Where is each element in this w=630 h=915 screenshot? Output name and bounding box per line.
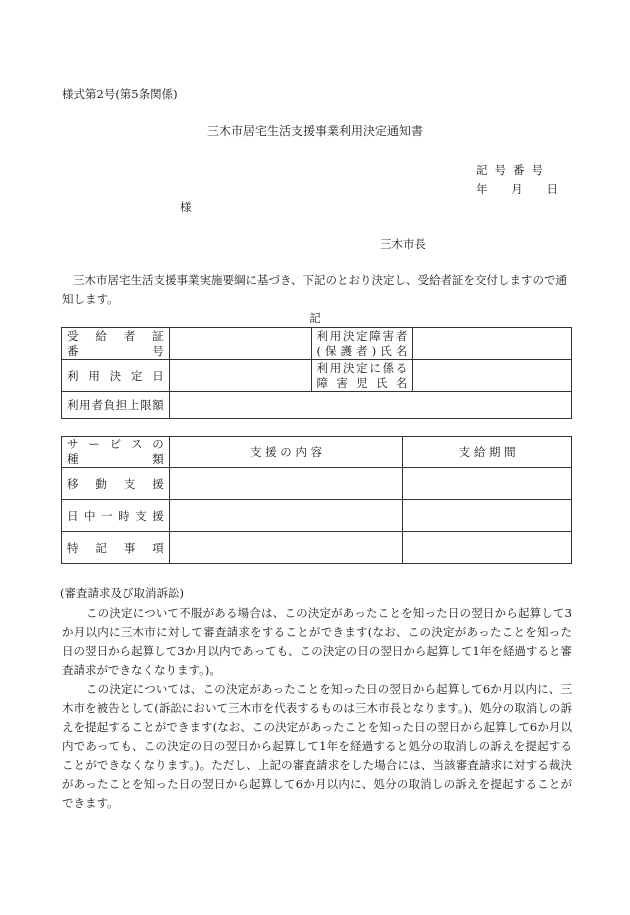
support-content-field[interactable] — [169, 500, 403, 532]
table-row — [62, 328, 572, 360]
period-header: 支 給 期 間 — [403, 437, 572, 468]
form-number: 様式第2号(第5条関係) — [62, 87, 178, 101]
child-name-label — [311, 360, 413, 392]
recipient-id-label-line2: 番号 — [67, 343, 164, 358]
recipient-id-field[interactable] — [169, 328, 311, 360]
decision-info-table — [61, 327, 572, 419]
period-field[interactable] — [403, 532, 572, 564]
decision-date-field[interactable] — [169, 360, 311, 392]
service-row-label-text: 日中一時支援 — [67, 508, 164, 523]
service-row-label — [62, 468, 170, 500]
table-row — [62, 532, 572, 564]
addressee-suffix: 様 — [180, 200, 192, 214]
burden-limit-label-text: 利用者負担上限額 — [67, 397, 164, 412]
burden-limit-label — [62, 392, 170, 419]
period-field[interactable] — [403, 468, 572, 500]
table-header-row — [62, 437, 572, 468]
period-field[interactable] — [403, 500, 572, 532]
disabled-person-label — [311, 328, 413, 360]
service-row-label — [62, 500, 170, 532]
document-title: 三木市居宅生活支援事業利用決定通知書 — [206, 124, 423, 138]
service-table — [61, 436, 572, 564]
table-row — [62, 468, 572, 500]
service-row-label-text: 特記事項 — [67, 540, 164, 555]
decision-date-label-text: 利用決定日 — [67, 368, 164, 383]
table-row — [62, 500, 572, 532]
service-row-label — [62, 532, 170, 564]
recipient-id-label — [62, 328, 170, 360]
table-row — [62, 360, 572, 392]
appeal-paragraph-1: この決定について不服がある場合は、この決定があったことを知った日の翌日から起算して3か月以内に三木市に対して審査請求をすることができます(なお、この決定があったことを知った日の翌日から起算して3か月以内であっても、この決定の日の翌日から起算して1年を経過すると審査請求ができなくなります。)。 — [62, 606, 572, 677]
support-content-field[interactable] — [169, 468, 403, 500]
support-content-header: 支 援 の 内 容 — [169, 437, 403, 468]
issuer-name: 三木市長 — [380, 237, 426, 251]
recipient-id-label-line1: 受給者証 — [67, 328, 164, 343]
appeal-section-title: (審査請求及び取消訴訟) — [60, 586, 184, 600]
ki-heading: 記 — [309, 311, 321, 325]
child-name-field[interactable] — [413, 360, 572, 392]
service-row-label-text: 移動支援 — [67, 476, 164, 491]
support-content-field[interactable] — [169, 532, 403, 564]
disabled-person-label-line2: (保護者)氏名 — [316, 343, 408, 358]
burden-limit-field[interactable] — [169, 392, 571, 419]
child-name-label-line2: 障害児氏名 — [316, 375, 408, 390]
child-name-label-line1: 利用決定に係る — [316, 360, 408, 375]
service-type-header — [62, 437, 170, 468]
table-row — [62, 392, 572, 419]
document-number-label: 記号番号 — [476, 163, 550, 177]
disabled-person-label-line1: 利用決定障害者 — [316, 328, 408, 343]
date-year: 年 — [476, 182, 488, 196]
date-line — [476, 181, 558, 197]
service-type-header-line1: サービスの — [67, 437, 164, 451]
date-month: 月 — [511, 182, 523, 196]
disabled-person-name-field[interactable] — [413, 328, 572, 360]
service-type-header-line2: 種類 — [67, 452, 164, 466]
appeal-paragraph-2: この決定については、この決定があったことを知った日の翌日から起算して6か月以内に、三木市を被告として(訴訟において三木市を代表するものは三木市長となります。)、処分の取消しの訴えを提起することができます(なお、この決定があったことを知った日の翌日から起算して6か月以内であっても、この決定の日の翌日から起算して1年を経過すると処分の取消しの訴えを提起することができなくなります。)。ただし、上記の審査請求をした場合には、当該審査請求に対する裁決があったことを知った日の翌日から起算して6か月以内に、処分の取消しの訴えを提起することができます。 — [62, 682, 572, 810]
decision-date-label — [62, 360, 170, 392]
date-day: 日 — [546, 182, 558, 196]
intro-text: 三木市居宅生活支援事業実施要綱に基づき、下記のとおり決定し、受給者証を交付しますので通知します。 — [62, 273, 568, 306]
